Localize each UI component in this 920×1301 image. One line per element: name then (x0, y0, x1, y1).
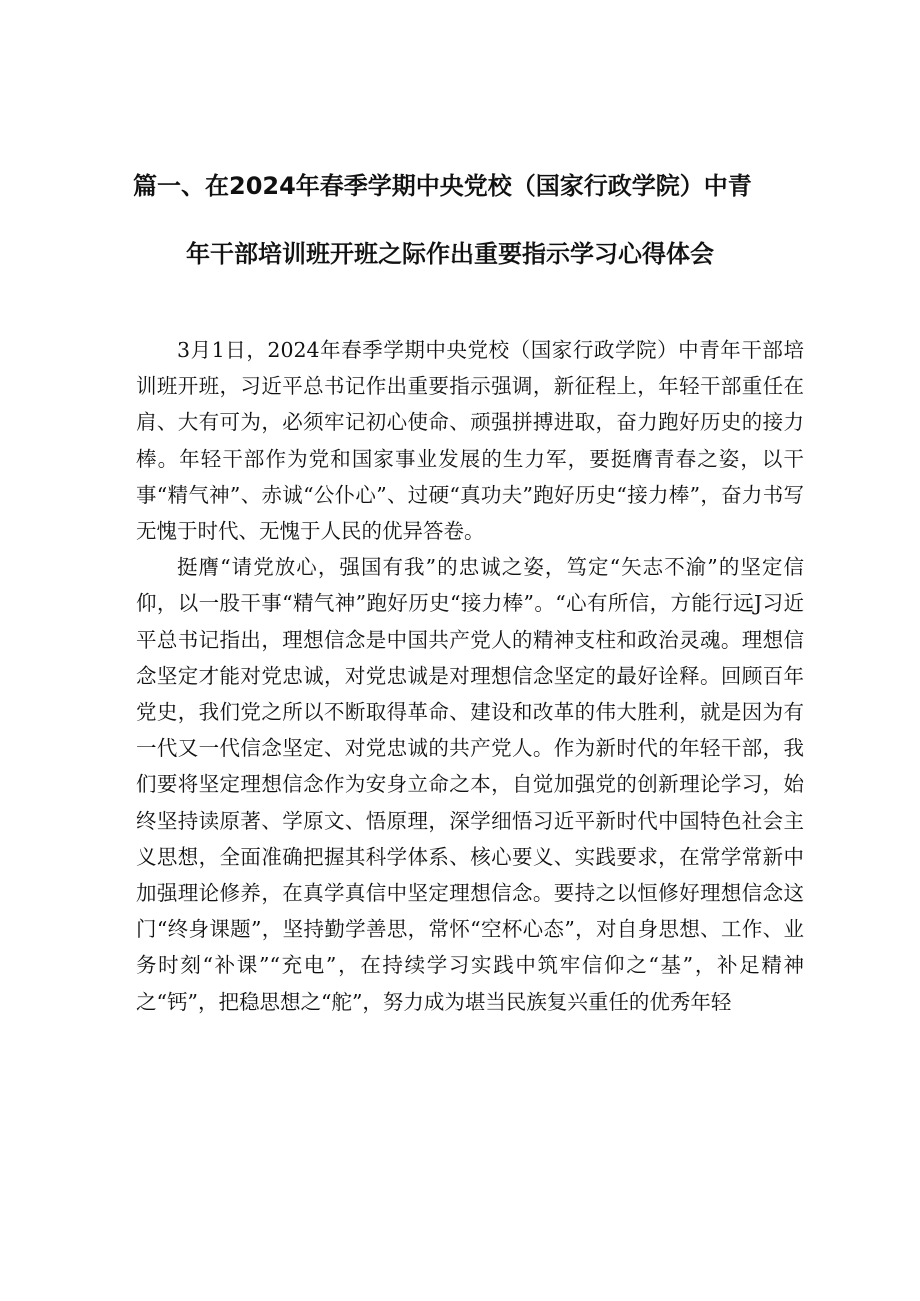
body-paragraph-2: 挺膺“请党放心，强国有我”的忠诚之姿，笃定“矢志不渝”的坚定信仰，以一股干事“精气神”跑好历史“接力棒”。“心有所信，方能行远J习近平总书记指出，理想信念是中国共产党人的精神支柱和政治灵魂。理想信念坚定才能对党忠诚，对党忠诚是对理想信念坚定的最好诠释。回顾百年党史，我们党之所以不断取得革命、建设和改革的伟大胜利，就是因为有一代又一代信念坚定、对党忠诚的共产党人。作为新时代的年轻干部，我们要将坚定理想信念作为安身立命之本，自觉加强党的创新理论学习，始终坚持读原著、学原文、悟原理，深学细悟习近平新时代中国特色社会主义思想，全面准确把握其科学体系、核心要义、实践要求，在常学常新中加强理论修养，在真学真信中坚定理想信念。要持之以恒修好理想信念这门“终身课题”，坚持勤学善思，常怀“空杯心态”，对自身思想、工作、业务时刻“补课”“充电”，在持续学习实践中筑牢信仰之“基”，补足精神之“钙”，把稳思想之“舵”，努力成为堪当民族复兴重任的优秀年轻 (136, 555, 804, 1014)
document-title-line-2: 年干部培训班开班之际作出重要指示学习心得体会 (186, 240, 714, 268)
body-paragraph-1: 3月1日，2024年春季学期中央党校（国家行政学院）中青年干部培训班开班，习近平总书记作出重要指示强调，新征程上，年轻干部重任在肩、大有可为，必须牢记初心使命、顽强拼搏进取，奋力跑好历史的接力棒。年轻干部作为党和国家事业发展的生力军，要挺膺青春之姿，以干事“精气神”、赤诚“公仆心”、过硬“真功夫”跑好历史“接力棒”，奋力书写无愧于时代、无愧于人民的优异答卷。 (136, 338, 804, 544)
document-body (136, 332, 804, 1020)
document-title-line-1: 篇一、在2024年春季学期中央党校（国家行政学院）中青 (133, 172, 752, 200)
